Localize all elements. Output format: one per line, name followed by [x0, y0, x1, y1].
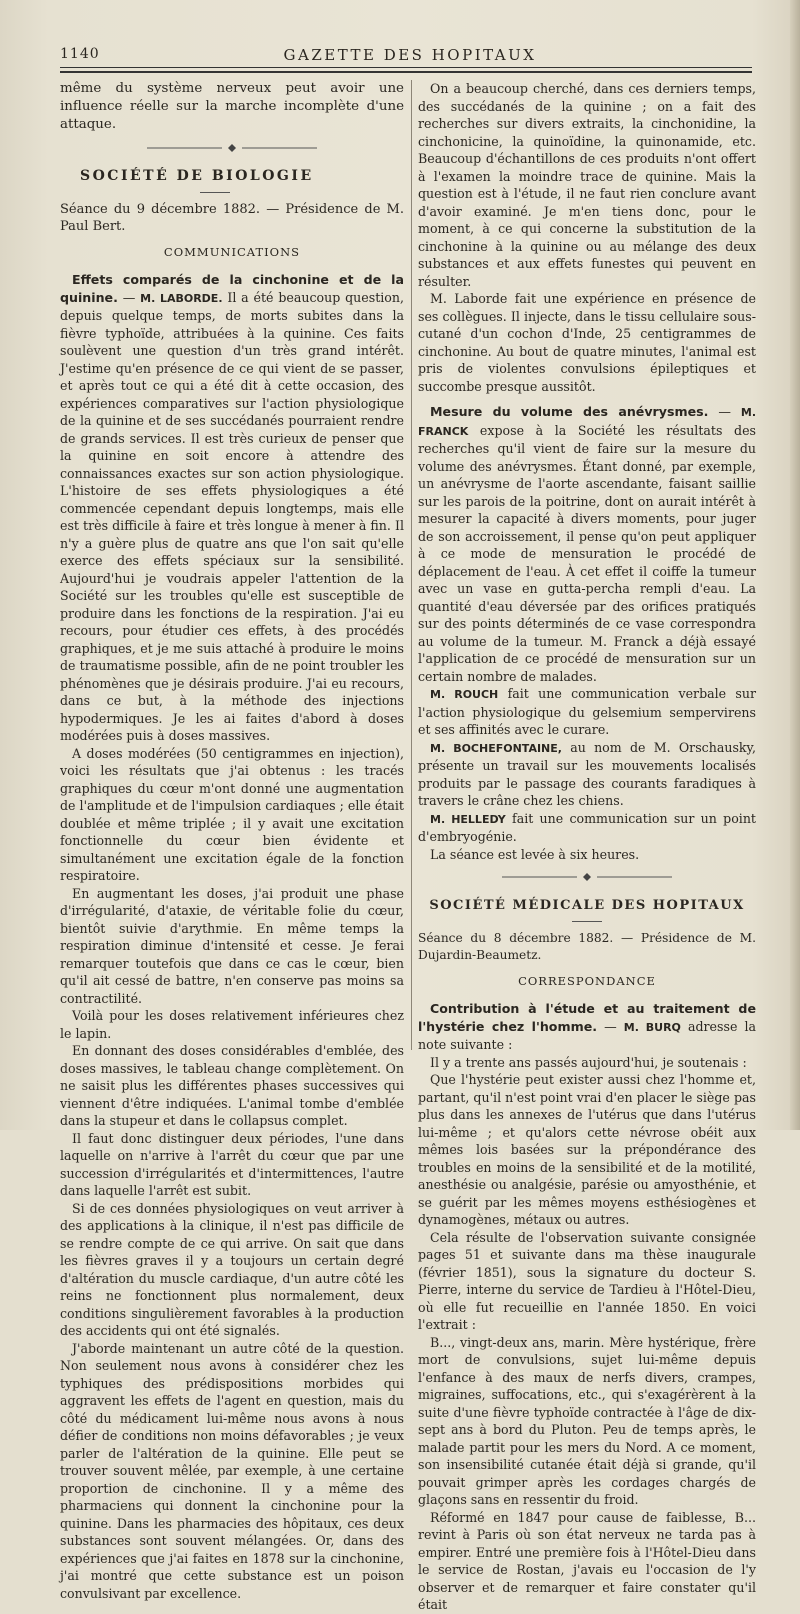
article-title: Effets comparés de la cinchonine et de la quinine.: [60, 272, 404, 305]
journal-title: GAZETTE DES HOPITAUX: [283, 46, 537, 64]
page-edge: [790, 0, 800, 1130]
small-rule: [200, 192, 230, 193]
article-paragraph: Que l'hystérie peut exister aussi chez l'homme et, partant, qu'il n'est point vrai d'en placer le siège pas plus dans les annexes de l'utérus que dans l'utérus lui-même ; et qu'alors cette névrose obéit aux mêmes lois basées sur la prépondérance des troubles en moins de la sensibilité et de la motilité, anesthésie ou analgésie, parésie ou amyosthénie, et se guérit par les mêmes moyens esthésiogènes et dynamogènes, métaux ou autres.: [418, 1072, 756, 1227]
subheading: CORRESPONDANCE: [518, 973, 656, 988]
article-paragraph: Cela résulte de l'observation suivante consignée pages 51 et suivante dans ma thèse inaugurale (février 1851), sous la signature du docteur S. Pierre, interne du service de Tardieu à l'Hôtel-Dieu, où elle fut recueillie en l'année 1850. En voici l'extrait :: [418, 1229, 756, 1332]
article-paragraph: En augmentant les doses, j'ai produit une phase d'irrégularité, d'ataxie, de véritable folie du cœur, bientôt suivie d'arythmie. En même temps la respiration diminue d'intensité et cesse. Je ferai remarquer toutefois que dans ce cas le cœur, bien qu'il ait cessé de battre, n'en conserve pas moins sa contractilité.: [60, 885, 404, 1006]
ornament-divider: [60, 142, 404, 160]
article-author: M. BOCHEFONTAINE,: [430, 741, 562, 755]
left-column: [60, 80, 404, 1602]
column-divider: [411, 80, 412, 1050]
article-author: M. LABORDE.: [140, 291, 223, 305]
article-paragraph: [418, 810, 756, 846]
article-paragraph: Effets comparés de la cinchonine et de la quinine. — M. LABORDE. Il a été beaucoup question, depuis quelque temps, de morts subites dans la fièvre typhoïde, attribuées à la quinine. Ces faits soulèvent une question d'un très grand intérêt. J'estime qu'en présence de ce qui vient de se passer, et après tout ce qui a été dit à cette occasion, des expériences comparatives sur l'action physiologique de la quinine et de ses succédanés pourraient rendre de grands services. Il est très curieux de penser que la quinine en soit encore à attendre des connaissances exactes sur son action physiologique. L'histoire de ses effets physiologiques a été commencée cependant depuis longtemps, mais elle est très difficile à faire et très longue à mener à fin. Il n'y a guère plus de quatre ans que l'on sait qu'elle exerce des effets spéciaux sur la sensibilité. Aujourd'hui je voudrais appeler l'attention de la Société sur les troubles qu'elle est susceptible de produire dans les fonctions de la respiration. J'ai eu recours, pour étudier ces effets, à des procédés graphiques, et je me suis attaché à produire le moins de traumatisme possible, afin de ne point troubler les phénomènes que je désirais produire. J'ai eu recours, dans ce but, à la méthode des injections hypodermiques. Je les ai faites d'abord à doses modérées puis à doses massives.: [60, 272, 404, 743]
article-title: Mesure du volume des anévrysmes.: [430, 404, 709, 419]
article-paragraph: B..., vingt-deux ans, marin. Mère hystérique, frère mort de convulsions, sujet lui-même depuis l'enfance à des maux de nerfs divers, crampes, migraines, suffocations, etc., qui s'exagérèrent à la suite d'une fièvre typhoïde contractée à l'âge de dix-sept ans à bord du Pluton. Peu de temps après, le malade partit pour les mers du Nord. A ce moment, son insensibilité cutanée était déjà si grande, qu'il pouvait grimper après les cordages chargés de glaçons sans en ressentir du froid.: [418, 1334, 756, 1507]
article-paragraph: A doses modérées (50 centigrammes en injection), voici les résultats que j'ai obtenus : les tracés graphiques du cœur m'ont donné une augmentation de l'amplitude et de l'impulsion cardiaques ; elle était doublée et même triplée ; il y avait une excitation fonctionnelle du cœur bien évidente et simultanément une excitation égale de la fonction respiratoire.: [60, 745, 404, 883]
page-number: 1140: [60, 46, 100, 62]
article-author: M. FRANCK: [418, 406, 756, 438]
article-paragraph: On a beaucoup cherché, dans ces derniers temps, des succédanés de la quinine ; on a fait des recherches sur divers extraits, la cinchonidine, la cinchonicine, la quinoïdine, la quinonamide, etc. Beaucoup d'échantillons de ces produits n'ont offert à l'examen la moindre trace de quinine. Mais la question est à l'étude, il ne faut rien conclure avant d'avoir examiné. Je m'en tiens donc, pour le moment, à ce qui concerne la substitution de la cinchonine à la quinine ou au mélange des deux substances et aux effets funestes qui peuvent en résulter.: [418, 81, 756, 289]
section-title: SOCIÉTÉ DE BIOLOGIE: [80, 168, 314, 184]
running-header: [60, 46, 760, 66]
article-paragraph: [418, 685, 756, 739]
article-title: Contribution à l'étude et au traitement de l'hystérie chez l'homme.: [418, 1001, 756, 1034]
ornament-divider: [418, 871, 756, 889]
article-paragraph: J'aborde maintenant un autre côté de la question. Non seulement nous avons à considérer chez les typhiques des prédispositions morbides qui aggravent les effets de l'agent en question, mais du côté du médicament lui-même nous avons à nous défier de conditions non moins défavorables ; je veux parler de l'altération de la quinine. Elle peut se trouver souvent mêlée, par exemple, à une certaine proportion de cinchonine. Il y a même des pharmaciens qui donnent la cinchonine pour la quinine. Dans les pharmacies des hôpitaux, ces deux substances sont souvent mélangées. Or, dans des expériences que j'ai faites en 1878 sur la cinchonine, j'ai montré que cette substance est un poison convulsivant par excellence.: [60, 1340, 404, 1601]
continuation-text: même du système nerveux peut avoir une influence réelle sur la marche incomplète d'une attaque.: [60, 81, 404, 132]
session-line: Séance du 9 décembre 1882. — Présidence de M. Paul Bert.: [60, 201, 404, 234]
subheading: COMMUNICATIONS: [163, 244, 301, 259]
article-text: fait une communication sur un point d'embryogénie.: [418, 810, 756, 844]
article-text: expose à la Société les résultats des recherches qu'il vient de faire sur la mesure du volume des anévrysmes. Étant donné, par exemple, un anévrysme de l'aorte ascendante, faisant saillie sur les parois de la poitrine, dont on aurait intérêt à mesurer la capacité à divers moments, pour juger de son accroissement, il pense qu'on peut appliquer à ce mode de mensuration le procédé de déplacement de l'eau. À cet effet il coiffe la tumeur avec un vase en gutta-percha rempli d'eau. La quantité d'eau déversée par des orifices pratiqués sur des points déterminés de ce vase correspondra au volume de la tumeur. M. Franck a déjà essayé l'application de ce procédé de mensuration sur un certain nombre de malades.: [418, 422, 756, 684]
closing-line: La séance est levée à six heures.: [430, 846, 640, 862]
session-line: Séance du 8 décembre 1882. — Présidence de M. Dujardin-Beaumetz.: [418, 930, 756, 962]
article-paragraph: Mesure du volume des anévrysmes. — M. FRANCK expose à la Société les résultats des recherches qu'il vient de faire sur la mesure du volume des anévrysmes. Étant donné, par exemple, un anévrysme de l'aorte ascendante, faisant saillie sur les parois de la poitrine, dont on aurait intérêt à mesurer la capacité à divers moments, pour juger de son accroissement, il pense qu'on peut appliquer à ce mode de mensuration le procédé de déplacement de l'eau. À cet effet il coiffe la tumeur avec un vase en gutta-percha rempli d'eau. La quantité d'eau déversée par des orifices pratiqués sur des points déterminés de ce vase correspondra au volume de la tumeur. M. Franck a déjà essayé l'application de ce procédé de mensuration sur un certain nombre de malades.: [418, 404, 756, 684]
article-paragraph: Il faut donc distinguer deux périodes, l'une dans laquelle on n'arrive à l'arrêt du cœur que par une succession d'irrégularités et d'intermittences, l'autre dans laquelle l'arrêt est subit.: [60, 1130, 404, 1198]
article-text: Il a été beaucoup question, depuis quelque temps, de morts subites dans la fièvre typhoïde, attribuées à la quinine. Ces faits soulèvent une question d'un très grand intérêt. J'estime qu'en présence de ce qui vient de se passer, et après tout ce qui a été dit à cette occasion, des expériences comparatives sur l'action physiologique de la quinine et de ses succédanés pourraient rendre de grands services. Il est très curieux de penser que la quinine en soit encore à attendre des connaissances exactes sur son action physiologique. L'histoire de ses effets physiologiques a été commencée cependant depuis longtemps, mais elle est très difficile à faire et très longue à mener à fin. Il n'y a guère plus de quatre ans que l'on sait qu'elle exerce des effets spéciaux sur la sensibilité. Aujourd'hui je voudrais appeler l'attention de la Société sur les troubles qu'elle est susceptible de produire dans les fonctions de la respiration. J'ai eu recours, pour étudier ces effets, à des procédés graphiques, et je me suis attaché à produire le moins de traumatisme possible, afin de ne point troubler les phénomènes que je désirais produire. J'ai eu recours, dans ce but, à la méthode des injections hypodermiques. Je les ai faites d'abord à doses modérées puis à doses massives.: [60, 289, 404, 743]
small-rule: [572, 921, 602, 922]
article-paragraph: [418, 739, 756, 810]
article-author: M. BURQ: [623, 1020, 681, 1034]
section-title: SOCIÉTÉ MÉDICALE DES HOPITAUX: [429, 898, 745, 913]
article-text: fait une communication verbale sur l'action physiologique du gelsemium sempervirens et ses affinités avec le curare.: [418, 686, 756, 737]
article-text: adresse la note suivante :: [418, 1018, 756, 1052]
article-paragraph: En donnant des doses considérables d'emblée, des doses massives, le tableau change complètement. On ne saisit plus les différentes phases successives qui viennent d'être indiquées. L'animal tombe d'emblée dans la stupeur et dans le collapsus complet.: [60, 1043, 404, 1128]
header-rule-thick: [60, 71, 752, 73]
article-paragraph: Voilà pour les doses relativement inférieures chez le lapin.: [60, 1008, 404, 1041]
article-paragraph: Contribution à l'étude et au traitement de l'hystérie chez l'homme. — M. BURQ adresse la note suivante :: [418, 1001, 756, 1052]
article-text: au nom de M. Orschausky, présente un travail sur les mouvements localisés produits par le passage des courants faradiques à travers le crâne chez les chiens.: [418, 739, 756, 808]
article-author: M. HELLEDY: [430, 812, 506, 826]
article-paragraph: Il y a trente ans passés aujourd'hui, je soutenais :: [430, 1054, 747, 1070]
article-paragraph: Réformé en 1847 pour cause de faiblesse, B... revint à Paris où son état nerveux ne tarda pas à empirer. Entré une première fois à l'Hôtel-Dieu dans le service de Rostan, j'avais eu l'occasion de l'y observer et de remarquer et faire constater qu'il était: [418, 1509, 756, 1612]
article-author: M. ROUCH: [430, 688, 499, 701]
article-paragraph: Si de ces données physiologiques on veut arriver à des applications à la clinique, il n'est pas difficile de se rendre compte de ce qui arrive. On sait que dans les fièvres graves il y a toujours un certain degré d'altération du muscle cardiaque, d'un autre côté les reins ne fonctionnent plus normalement, deux conditions singulièrement favorables à la production des accidents qui ont été signalés.: [60, 1200, 404, 1338]
header-rule: [60, 67, 752, 68]
right-column: [418, 80, 756, 1614]
article-paragraph: M. Laborde fait une expérience en présence de ses collègues. Il injecte, dans le tissu cellulaire sous-cutané d'un cochon d'Inde, 25 centigrammes de cinchonine. Au bout de quatre minutes, l'animal est pris de violentes convulsions épileptiques et succombe presque aussitôt.: [418, 291, 756, 394]
